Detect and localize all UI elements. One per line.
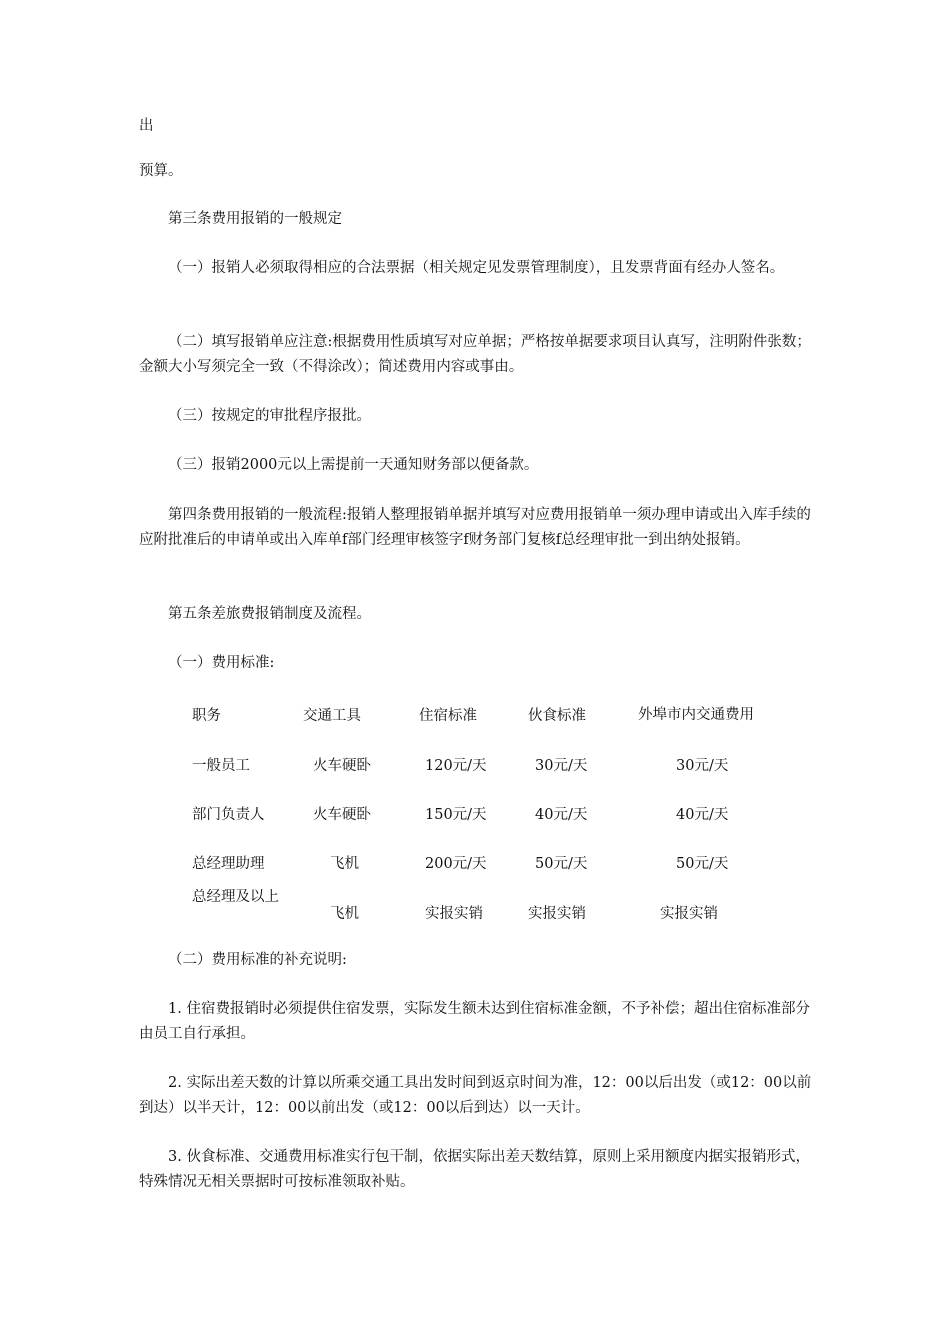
paragraph: （二）填写报销单应注意:根据费用性质填写对应单据；严格按单据要求项目认真写，注明附件张数；金额大小写须完全一致（不得涂改）；简述费用内容或事由。 — [139, 334, 811, 375]
table-cell: 部门负责人 — [192, 807, 265, 823]
table-cell: 火车硬卧 — [313, 807, 371, 823]
table-cell: 200元/天 — [425, 856, 487, 872]
table-header: 伙食标准 — [528, 708, 586, 724]
paragraph: （一）费用标准: — [168, 655, 275, 671]
section-heading: 第五条差旅费报销制度及流程。 — [168, 606, 371, 622]
paragraph: （二）费用标准的补充说明: — [168, 952, 347, 968]
paragraph: 3. 伙食标准、交通费用标准实行包干制，依据实际出差天数结算，原则上采用额度内据实报销形式，特殊情况无相关票据时可按标准领取补贴。 — [139, 1149, 810, 1190]
table-cell: 120元/天 — [425, 758, 487, 774]
paragraph: 第四条费用报销的一般流程:报销人整理报销单据并填写对应费用报销单一须办理申请或出入库手续的应附批准后的申请单或出入库单f部门经理审核签字f财务部门复核f总经理审批一到出纳处报销。 — [139, 507, 811, 548]
table-cell: 总经理及以上 — [192, 889, 279, 905]
table-cell: 实报实销 — [425, 906, 483, 922]
table-header: 交通工具 — [303, 708, 361, 724]
table-cell: 30元/天 — [535, 758, 588, 774]
paragraph: （三）按规定的审批程序报批。 — [168, 408, 371, 424]
paragraph: 2. 实际出差天数的计算以所乘交通工具出发时间到返京时间为准，12：00以后出发（或12：00以前到达）以半天计，12：00以前出发（或12：00以后到达）以一天计。 — [139, 1075, 812, 1116]
table-cell: 50元/天 — [676, 856, 729, 872]
table-cell: 火车硬卧 — [313, 758, 371, 774]
table-cell: 30元/天 — [676, 758, 729, 774]
table-header: 职务 — [192, 708, 221, 724]
table-cell: 飞机 — [330, 856, 359, 872]
text-fragment: 预算。 — [139, 163, 183, 179]
table-cell: 实报实销 — [660, 906, 718, 922]
table-header: 住宿标准 — [419, 708, 477, 724]
table-cell: 150元/天 — [425, 807, 487, 823]
paragraph: （三）报销2000元以上需提前一天通知财务部以便备款。 — [168, 457, 539, 473]
paragraph: 1. 住宿费报销时必须提供住宿发票，实际发生额未达到住宿标准金额，不予补偿；超出住宿标准部分由员工自行承担。 — [139, 1001, 810, 1042]
section-heading: 第三条费用报销的一般规定 — [168, 211, 342, 227]
table-cell: 40元/天 — [535, 807, 588, 823]
text-fragment: 出 — [139, 118, 154, 134]
table-cell: 40元/天 — [676, 807, 729, 823]
table-cell: 飞机 — [330, 906, 359, 922]
paragraph: （一）报销人必须取得相应的合法票据（相关规定见发票管理制度），且发票背面有经办人签名。 — [168, 260, 785, 276]
table-header: 外埠市内交通费用 — [638, 707, 754, 723]
table-cell: 50元/天 — [535, 856, 588, 872]
table-cell: 总经理助理 — [192, 856, 265, 872]
table-cell: 一般员工 — [192, 758, 250, 774]
table-cell: 实报实销 — [528, 906, 586, 922]
